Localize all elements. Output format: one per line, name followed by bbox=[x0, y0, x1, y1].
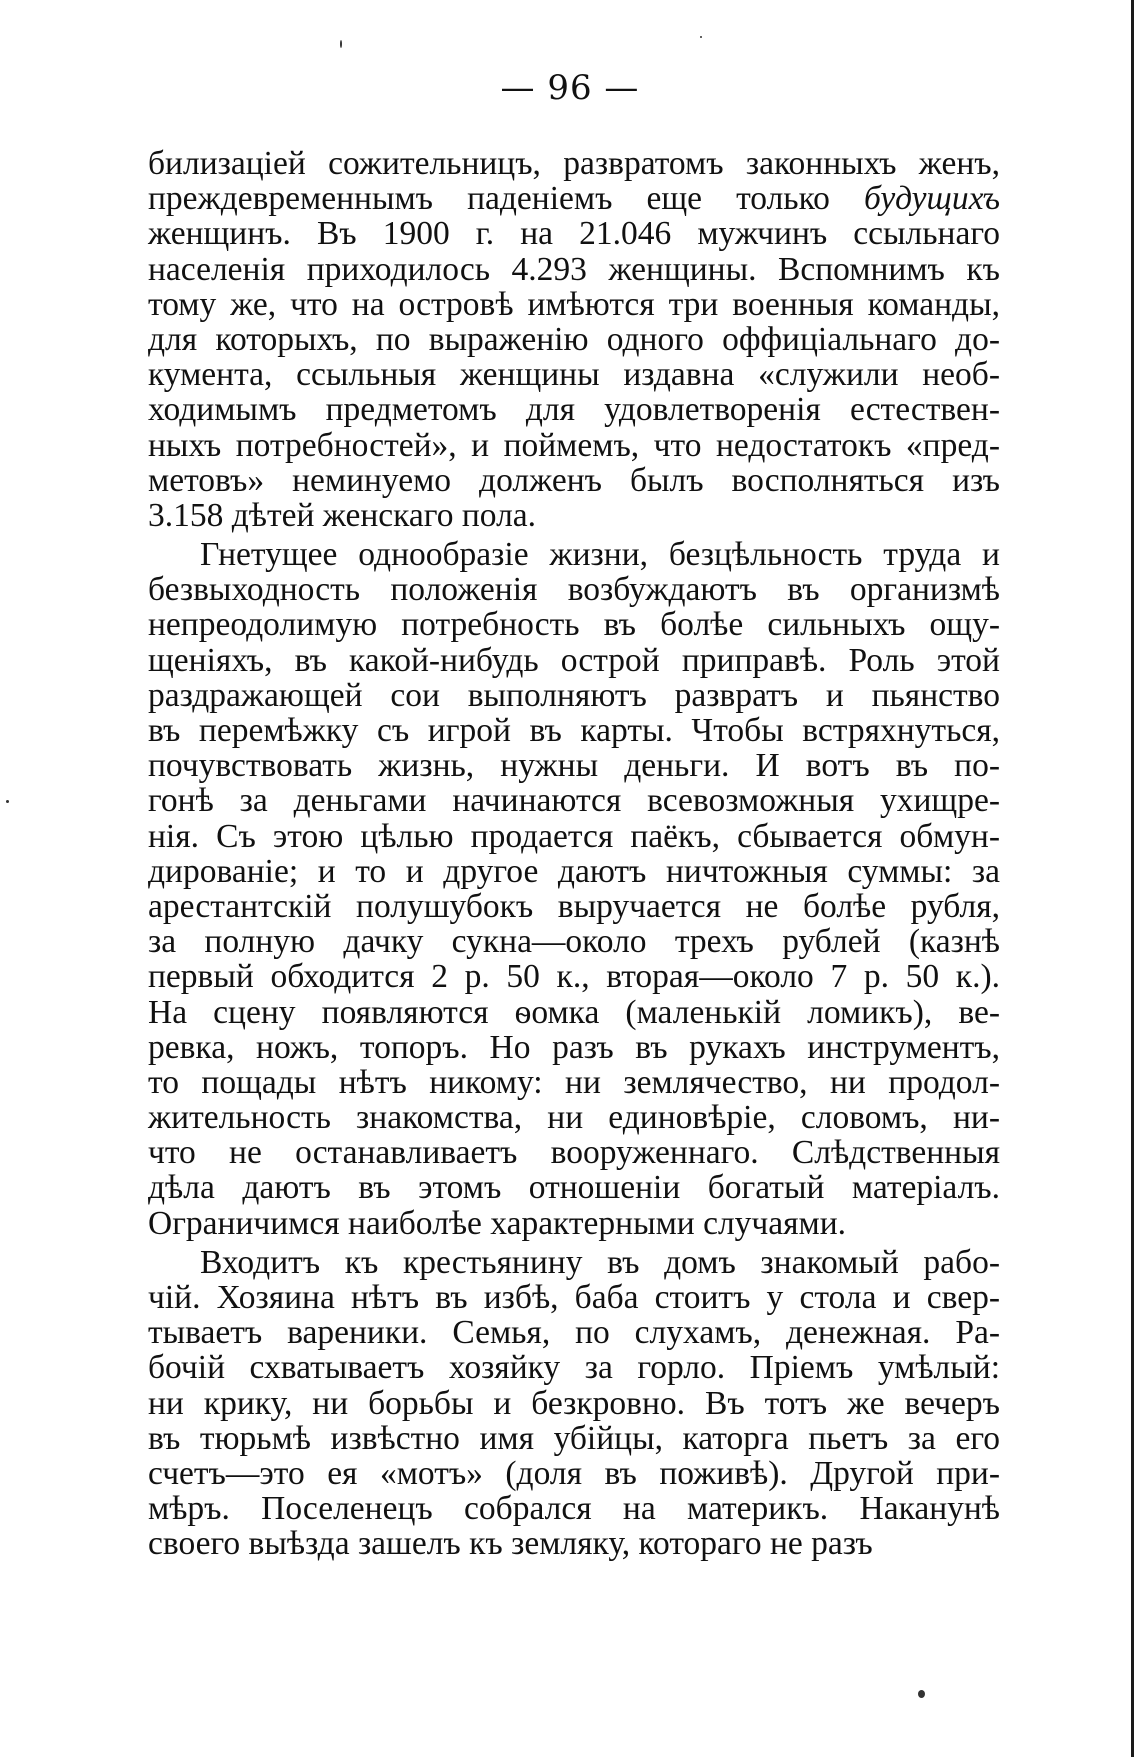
paragraph bbox=[148, 1245, 1000, 1562]
text-line: нiя. Съ этою цѣлью продается паёкъ, сбывается обмун- bbox=[148, 817, 1000, 855]
text-line: дированiе; и то и другое даютъ ничтожныя суммы: за bbox=[148, 852, 1000, 890]
paragraph bbox=[148, 146, 1000, 533]
text-line: преждевременнымъ паденiемъ еще только будущихъ bbox=[148, 180, 1000, 218]
body-text bbox=[148, 146, 1000, 1562]
text-line: арестантскiй полушубокъ выручается не болѣе рубля, bbox=[148, 887, 1000, 925]
text-line: за полную дачку сукна—около трехъ рублей (казнѣ bbox=[148, 923, 1000, 961]
text-line: то пощады нѣтъ никому: ни землячество, ни продол- bbox=[148, 1063, 1000, 1101]
text-line: въ тюрьмѣ извѣстно имя убiйцы, каторга пьетъ за его bbox=[148, 1419, 1000, 1457]
text-line: для которыхъ, по выраженiю одного оффицiальнаго до- bbox=[148, 320, 1000, 358]
scan-speck bbox=[340, 40, 342, 48]
page-number: — 96 — bbox=[500, 68, 640, 108]
text-line: населенiя приходилось 4.293 женщины. Вспомнимъ къ bbox=[148, 250, 1000, 288]
text-line: раздражающей сои выполняютъ развратъ и пьянство bbox=[148, 676, 1000, 714]
text-line: гонѣ за деньгами начинаются всевозможныя ухищре- bbox=[148, 782, 1000, 820]
text-line: первый обходится 2 р. 50 к., вторая—около 7 р. 50 к.). bbox=[148, 958, 1000, 996]
text-line: женщинъ. Въ 1900 г. на 21.046 мужчинъ ссыльнаго bbox=[148, 215, 1000, 253]
text-line: Гнетущее однообразiе жизни, безцѣльность труда и bbox=[200, 536, 1000, 574]
text-line: ходимымъ предметомъ для удовлетворенiя естествен- bbox=[148, 391, 1000, 429]
text-line: тываетъ вареники. Семья, по слухамъ, денежная. Ра- bbox=[148, 1314, 1000, 1352]
text-line: метовъ» неминуемо долженъ былъ восполняться изъ bbox=[148, 461, 1000, 499]
page-edge-shadow bbox=[1131, 0, 1134, 1757]
paragraph bbox=[148, 537, 1000, 1241]
text-line: что не останавливаетъ вооруженнаго. Слѣдственныя bbox=[148, 1134, 1000, 1172]
text-line: 3.158 дѣтей женскаго пола. bbox=[148, 496, 537, 534]
text-line: жительность знакомства, ни единовѣрiе, словомъ, ни- bbox=[148, 1099, 1000, 1137]
text-line: ревка, ножъ, топоръ. Но разъ въ рукахъ инструментъ, bbox=[148, 1028, 1000, 1066]
text-line: На сцену появляются ѳомка (маленькiй ломикъ), ве- bbox=[148, 993, 1000, 1031]
text-line: билизацiей сожительницъ, развратомъ законныхъ женъ, bbox=[148, 145, 1000, 182]
scan-speck bbox=[918, 1690, 925, 1698]
text-line: Ограничимся наиболѣе характерными случаями. bbox=[148, 1204, 847, 1242]
text-line: бочiй схватываетъ хозяйку за горло. Прiемъ умѣлый: bbox=[148, 1349, 1000, 1387]
text-line: своего выѣзда зашелъ къ земляку, котораго не разъ bbox=[148, 1525, 873, 1563]
scan-speck bbox=[700, 36, 702, 38]
scan-speck bbox=[6, 800, 9, 803]
text-line: тому же, что на островѣ имѣются три военныя команды, bbox=[148, 285, 1000, 323]
text-line: щенiяхъ, въ какой-нибудь острой приправѣ. Роль этой bbox=[148, 641, 1000, 679]
text-line: почувствовать жизнь, нужны деньги. И вотъ въ по- bbox=[148, 747, 1000, 785]
text-line: счетъ—это ея «мотъ» (доля въ поживѣ). Другой при- bbox=[148, 1454, 1000, 1492]
text-line: мѣръ. Поселенецъ собрался на материкъ. Наканунѣ bbox=[148, 1490, 1000, 1528]
text-line: Входитъ къ крестьянину въ домъ знакомый рабо- bbox=[200, 1243, 1000, 1281]
text-line: безвыходность положенiя возбуждаютъ въ организмѣ bbox=[148, 571, 1000, 609]
text-line: дѣла даютъ въ этомъ отношенiи богатый матерiалъ. bbox=[148, 1169, 1000, 1207]
text-line: кумента, ссыльныя женщины издавна «служили необ- bbox=[148, 356, 1000, 394]
text-line: ныхъ потребностей», и поймемъ, что недостатокъ «пред- bbox=[148, 426, 1000, 464]
text-line: непреодолимую потребность въ болѣе сильныхъ ощу- bbox=[148, 606, 1000, 644]
text-line: ни крику, ни борьбы и безкровно. Въ тотъ же вечеръ bbox=[148, 1384, 1000, 1422]
text-line: въ перемѣжку съ игрой въ карты. Чтобы встряхнуться, bbox=[148, 712, 1000, 749]
text-line: чiй. Хозяина нѣтъ въ избѣ, баба стоитъ у стола и свер- bbox=[148, 1279, 1000, 1316]
